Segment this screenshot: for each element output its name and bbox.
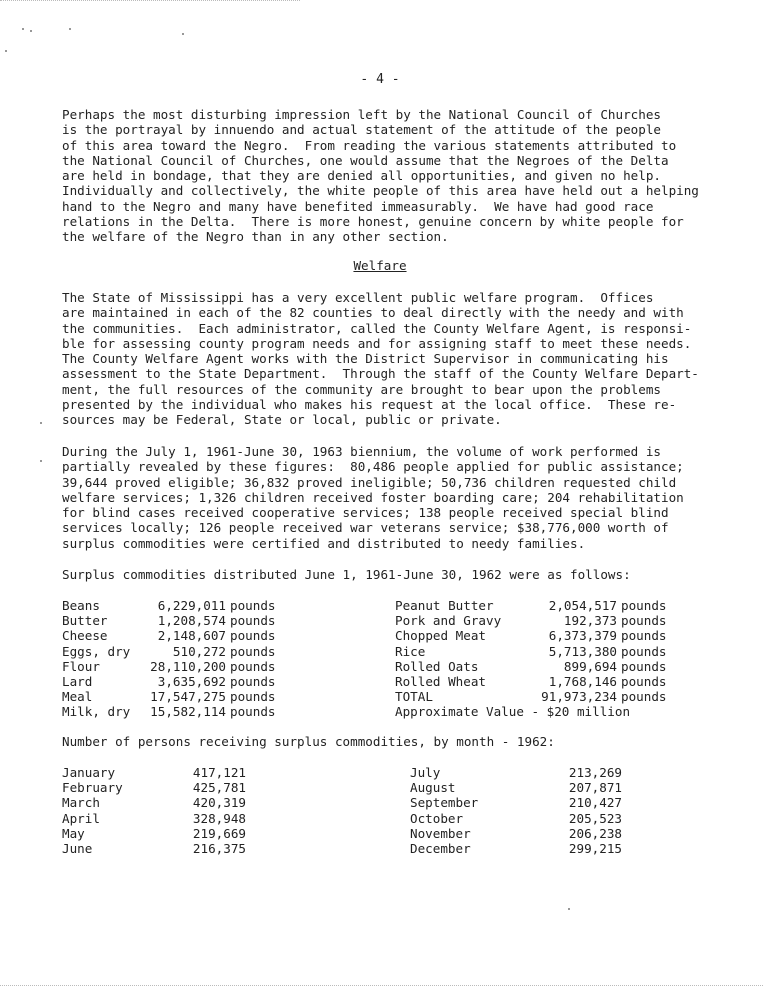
commodity-amount: 1,768,146: [548, 674, 617, 689]
month-name: October: [410, 810, 464, 826]
paragraph-welfare-program: [62, 290, 702, 428]
commodity-name: Rolled Oats: [395, 658, 479, 674]
commodity-amount: 6,229,011: [157, 598, 226, 613]
text-line: 39,644 proved eligible; 36,832 proved ineligible; 50,736 children requested child: [62, 474, 677, 490]
commodity-name: TOTAL: [395, 689, 433, 705]
commodity-name: Milk, dry: [62, 704, 131, 720]
commodity-amount: 3,635,692: [157, 674, 226, 689]
month-count: 425,781: [192, 780, 246, 796]
month-count: 210,427: [568, 795, 622, 811]
month-count: 207,871: [568, 780, 622, 796]
commodity-unit: pounds: [621, 674, 667, 689]
page-number: - 4 -: [360, 72, 400, 87]
month-count: 417,121: [192, 765, 246, 780]
commodity-name: Eggs, dry: [62, 643, 131, 659]
commodity-name: Cheese: [62, 628, 108, 644]
text-line: is the portrayal by innuendo and actual statement of the attitude of the people: [62, 122, 661, 138]
scan-border-bottom: [0, 985, 763, 986]
text-line: presented by the individual who makes his request at the local office. These re-: [62, 397, 677, 413]
text-line: assessment to the State Department. Through the staff of the County Welfare Depart-: [62, 366, 699, 382]
month-name: January: [62, 765, 116, 780]
scan-speck: [40, 422, 42, 424]
scan-border-top: [0, 0, 300, 1]
text-line: Perhaps the most disturbing impression left by the National Council of Churches: [62, 107, 661, 122]
commodity-name: Beans: [62, 598, 100, 613]
commodity-amount: 192,373: [563, 613, 617, 629]
commodity-unit: pounds: [230, 628, 276, 644]
commodity-amount: 510,272: [172, 643, 226, 659]
text-line: the National Council of Churches, one would assume that the Negroes of the Delta: [62, 152, 669, 168]
text-line: relations in the Delta. There is more honest, genuine concern by white people for: [62, 214, 684, 230]
commodity-amount: 2,148,607: [157, 628, 226, 644]
text-line: The County Welfare Agent works with the District Supervisor in communicating his: [62, 351, 669, 367]
section-heading-welfare: Welfare: [353, 258, 407, 273]
month-name: May: [62, 825, 85, 841]
commodity-amount: 2,054,517: [548, 598, 617, 613]
commodity-unit: pounds: [230, 643, 276, 659]
scan-speck: [22, 28, 24, 30]
month-name: April: [62, 810, 100, 826]
text-line: of this area toward the Negro. From reading the various statements attributed to: [62, 137, 677, 153]
month-count: 420,319: [192, 795, 246, 811]
commodity-amount: 6,373,379: [548, 628, 617, 644]
text-line: ble for assessing county program needs and for assigning staff to meet these needs.: [62, 335, 692, 351]
month-name: June: [62, 841, 93, 856]
text-line: partially revealed by these figures: 80,486 people applied for public assistance;: [62, 459, 684, 475]
month-count: 219,669: [192, 825, 246, 841]
month-name: February: [62, 780, 123, 796]
commodity-name: Peanut Butter: [395, 598, 494, 613]
commodity-unit: pounds: [621, 628, 667, 644]
text-line: welfare services; 1,326 children received foster boarding care; 204 rehabilitation: [62, 489, 684, 505]
text-line: the communities. Each administrator, called the County Welfare Agent, is responsi-: [62, 320, 692, 336]
persons-intro: Number of persons receiving surplus commodities, by month - 1962:: [62, 734, 555, 749]
commodity-unit: pounds: [621, 598, 667, 613]
commodity-name: Flour: [62, 658, 100, 674]
scan-speck: [40, 460, 42, 462]
commodity-amount: 5,713,380: [548, 643, 617, 659]
month-name: November: [410, 825, 471, 841]
text-line: for blind cases received cooperative services; 138 people received special blind: [62, 505, 669, 521]
month-name: September: [410, 795, 479, 811]
text-line: During the July 1, 1961-June 30, 1963 biennium, the volume of work performed is: [62, 444, 661, 459]
month-count: 216,375: [192, 841, 246, 856]
scan-speck: [30, 30, 32, 32]
scan-speck: [5, 50, 7, 52]
text-line: sources may be Federal, State or local, public or private.: [62, 412, 502, 428]
paragraph-race-relations: [62, 107, 702, 245]
text-line: Individually and collectively, the white people of this area have held out a helping: [62, 183, 699, 199]
commodity-unit: pounds: [621, 643, 667, 659]
commodity-name: Pork and Gravy: [395, 613, 502, 629]
text-line: ment, the full resources of the community are brought to bear upon the problems: [62, 381, 661, 397]
commodity-unit: pounds: [621, 689, 667, 705]
commodity-amount: 15,582,114: [150, 704, 226, 720]
scan-speck: [69, 28, 71, 30]
month-count: 213,269: [568, 765, 622, 780]
paragraph-biennium-figures: [62, 444, 702, 551]
commodity-name: Rolled Wheat: [395, 674, 486, 689]
month-name: March: [62, 795, 100, 811]
month-name: December: [410, 841, 471, 856]
commodity-unit: pounds: [230, 613, 276, 629]
commodity-unit: pounds: [230, 704, 276, 720]
commodity-unit: pounds: [230, 689, 276, 705]
month-count: 205,523: [568, 810, 622, 826]
month-name: August: [410, 780, 456, 796]
scan-speck: [568, 908, 570, 910]
month-count: 328,948: [192, 810, 246, 826]
commodity-name: Rice: [395, 643, 426, 659]
text-line: The State of Mississippi has a very excellent public welfare program. Offices: [62, 290, 654, 305]
commodity-name: Lard: [62, 674, 93, 689]
commodity-name: Meal: [62, 689, 93, 705]
approximate-value: Approximate Value - $20 million: [395, 704, 631, 719]
text-line: services locally; 126 people received war veterans service; $38,776,000 worth of: [62, 520, 669, 536]
commodity-amount: 91,973,234: [541, 689, 617, 705]
scan-speck: [182, 33, 184, 35]
text-line: hand to the Negro and many have benefited immeasurably. We have had good race: [62, 198, 654, 214]
commodity-unit: pounds: [621, 658, 667, 674]
text-line: are maintained in each of the 82 counties to deal directly with the needy and with: [62, 305, 684, 321]
commodity-unit: pounds: [230, 674, 276, 689]
commodity-name: Chopped Meat: [395, 628, 486, 644]
commodity-amount: 1,208,574: [157, 613, 226, 629]
commodity-unit: pounds: [230, 658, 276, 674]
commodity-amount: 17,547,275: [150, 689, 226, 705]
month-count: 299,215: [568, 841, 622, 856]
commodities-intro: Surplus commodities distributed June 1, 1961-June 30, 1962 were as follows:: [62, 567, 631, 582]
text-line: are held in bondage, that they are denied all opportunities, and given no help.: [62, 168, 661, 184]
month-name: July: [410, 765, 441, 780]
commodity-amount: 28,110,200: [150, 658, 226, 674]
commodity-unit: pounds: [621, 613, 667, 629]
text-line: the welfare of the Negro than in any other section.: [62, 229, 449, 245]
commodity-amount: 899,694: [563, 658, 617, 674]
commodity-name: Butter: [62, 613, 108, 629]
commodity-unit: pounds: [230, 598, 276, 613]
text-line: surplus commodities were certified and distributed to needy families.: [62, 535, 586, 551]
month-count: 206,238: [568, 825, 622, 841]
